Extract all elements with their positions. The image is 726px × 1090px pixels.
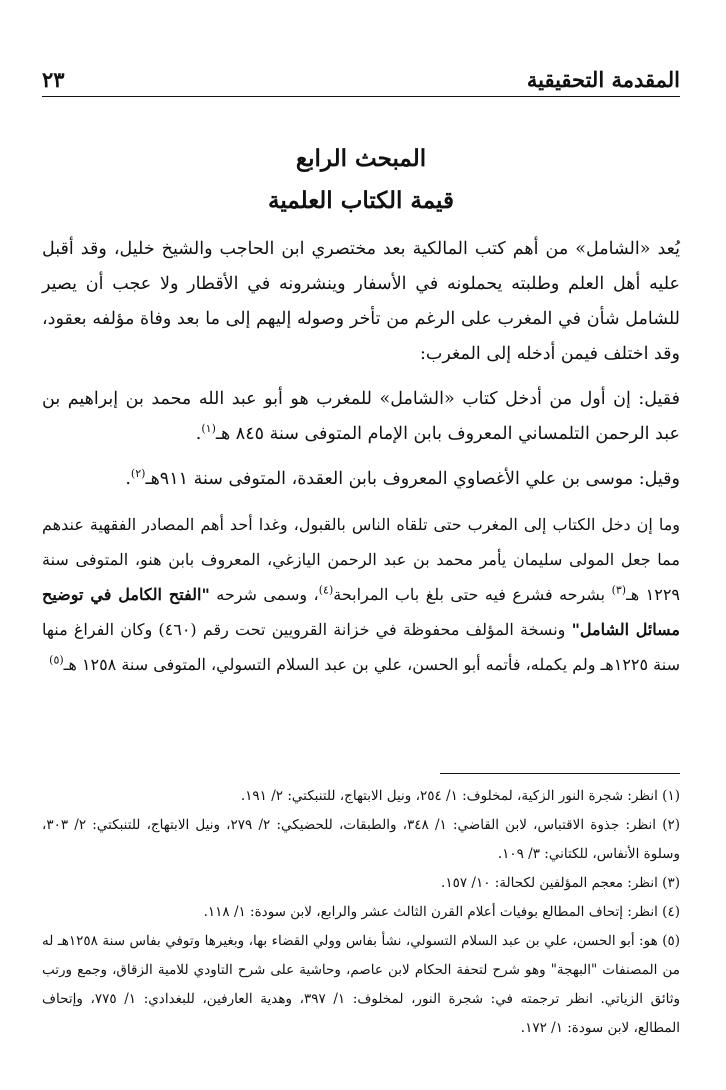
footnote-marker: (٢) (130, 467, 146, 481)
paragraph-first-opinion: فقيل: إن أول من أدخل كتاب «الشامل» للمغرب هو أبو عبد الله محمد بن إبراهيم بن عبد الرحمن التلمساني المعروف بابن الإمام المتوفى سنة ٨٤٥ هـ$^{(١)}$. (42, 389, 680, 444)
section-subtitle: قيمة الكتاب العلمية (268, 187, 454, 214)
paragraph-second-opinion: وقيل: موسى بن علي الأغصاوي المعروف بابن العقدة، المتوفى سنة ٩١١هـ$^{(٢)}$. (125, 467, 680, 489)
header-rule (42, 96, 680, 97)
body-text (42, 232, 680, 692)
footnote-marker: (١) (201, 422, 216, 436)
footnote-5: (٥) هو: أبو الحسن، علي بن عبد السلام التسولي، نشأ بفاس وولي القضاء بها، وبغيرها وتوفي بفاس سنة ١٢٥٨هـ له من المصنفات "البهجة" وهو شرح لتحفة الحكام لابن عاصم، وحاشية على شرح التاودي للامية الزقاق، وجمع ورتب وثائق الزياتي. انظر ترجمته في: شجرة النور، لمخلوف: ١/ ٣٩٧، وهدية العارفين، للبغدادي: ١/ ٧٧٥، وإتحاف المطالع، لابن سودة: ١/ ١٧٢. (42, 933, 681, 1036)
running-header (42, 58, 680, 92)
footnote-2: (٢) انظر: جذوة الاقتباس، لابن القاضي: ١/ ٣٤٨، والطبقات، للحضيكي: ٢/ ٢٧٩، ونيل الابتهاج، للتنبكتي: ٢/ ٣٠٣، وسلوة الأنفاس، للكتاني: ٣/ ١٠٩. (42, 817, 681, 862)
paragraph-intro: يُعد «الشامل» من أهم كتب المالكية بعد مختصري ابن الحاجب والشيخ خليل، وقد أقبل عليه أهل العلم وطلبته يحملونه في الأسفار وينشرونه في الأقطار ولا عجب أن يصير للشامل شأن في المغرب على الرغم من تأخر وصوله إليهم إلى ما بعد وفاة مؤلفه بعقود، وقد اختلف فيمن أدخله إلى المغرب: (42, 239, 680, 364)
section-title: المبحث الرابع (295, 145, 427, 172)
footnote-marker: (٥) (49, 653, 64, 667)
running-title: المقدمة التحقيقية (526, 67, 680, 92)
footnote-1: (١) انظر: شجرة النور الزكية، لمخلوف: ١/ ٢٥٤، ونيل الابتهاج، للتنبكتي: ٢/ ١٩١. (240, 788, 680, 804)
footnote-4: (٤) انظر: إتحاف المطالع بوفيات أعلام القرن الثالث عشر والرابع، لابن سودة: ١/ ١١٨. (203, 904, 680, 920)
commentary-title: "الفتح الكامل في توضيح مسائل الشامل" (42, 585, 681, 639)
footnote-marker: (٤) (318, 583, 334, 597)
footnote-marker: (٣) (611, 583, 627, 597)
footnote-separator (440, 773, 680, 774)
footnotes (42, 782, 680, 1043)
page-number: ٢٣ (42, 67, 65, 92)
footnote-3: (٣) انظر: معجم المؤلفين لكحالة: ١٠/ ١٥٧. (441, 875, 680, 891)
paragraph-reception: وما إن دخل الكتاب إلى المغرب حتى تلقاه الناس بالقبول، وغدا أحد أهم المصادر الفقهية عندهم مما جعل المولى سليمان يأمر محمد بن عبد الرحمن اليازغي، المعروف بابن هنو، المتوفى سنة ١٢٢٩ هـ$^{(٣)}$ بشرحه فشرع فيه حتى بلغ باب المرابحة$^{(٤)}$، وسمى شرحه "الفتح الكامل في توضيح مسائل الشامل" ونسخة المؤلف محفوظة في خزانة القرويين تحت رقم (٤٦٠) وكان الفراغ منها سنة ١٢٢٥هـ ولم يكمله، فأتمه أبو الحسن، علي بن عبد السلام التسولي، المتوفى سنة ١٢٥٨ هـ$^{(٥)}$ (42, 515, 681, 674)
section-heading (42, 138, 680, 222)
